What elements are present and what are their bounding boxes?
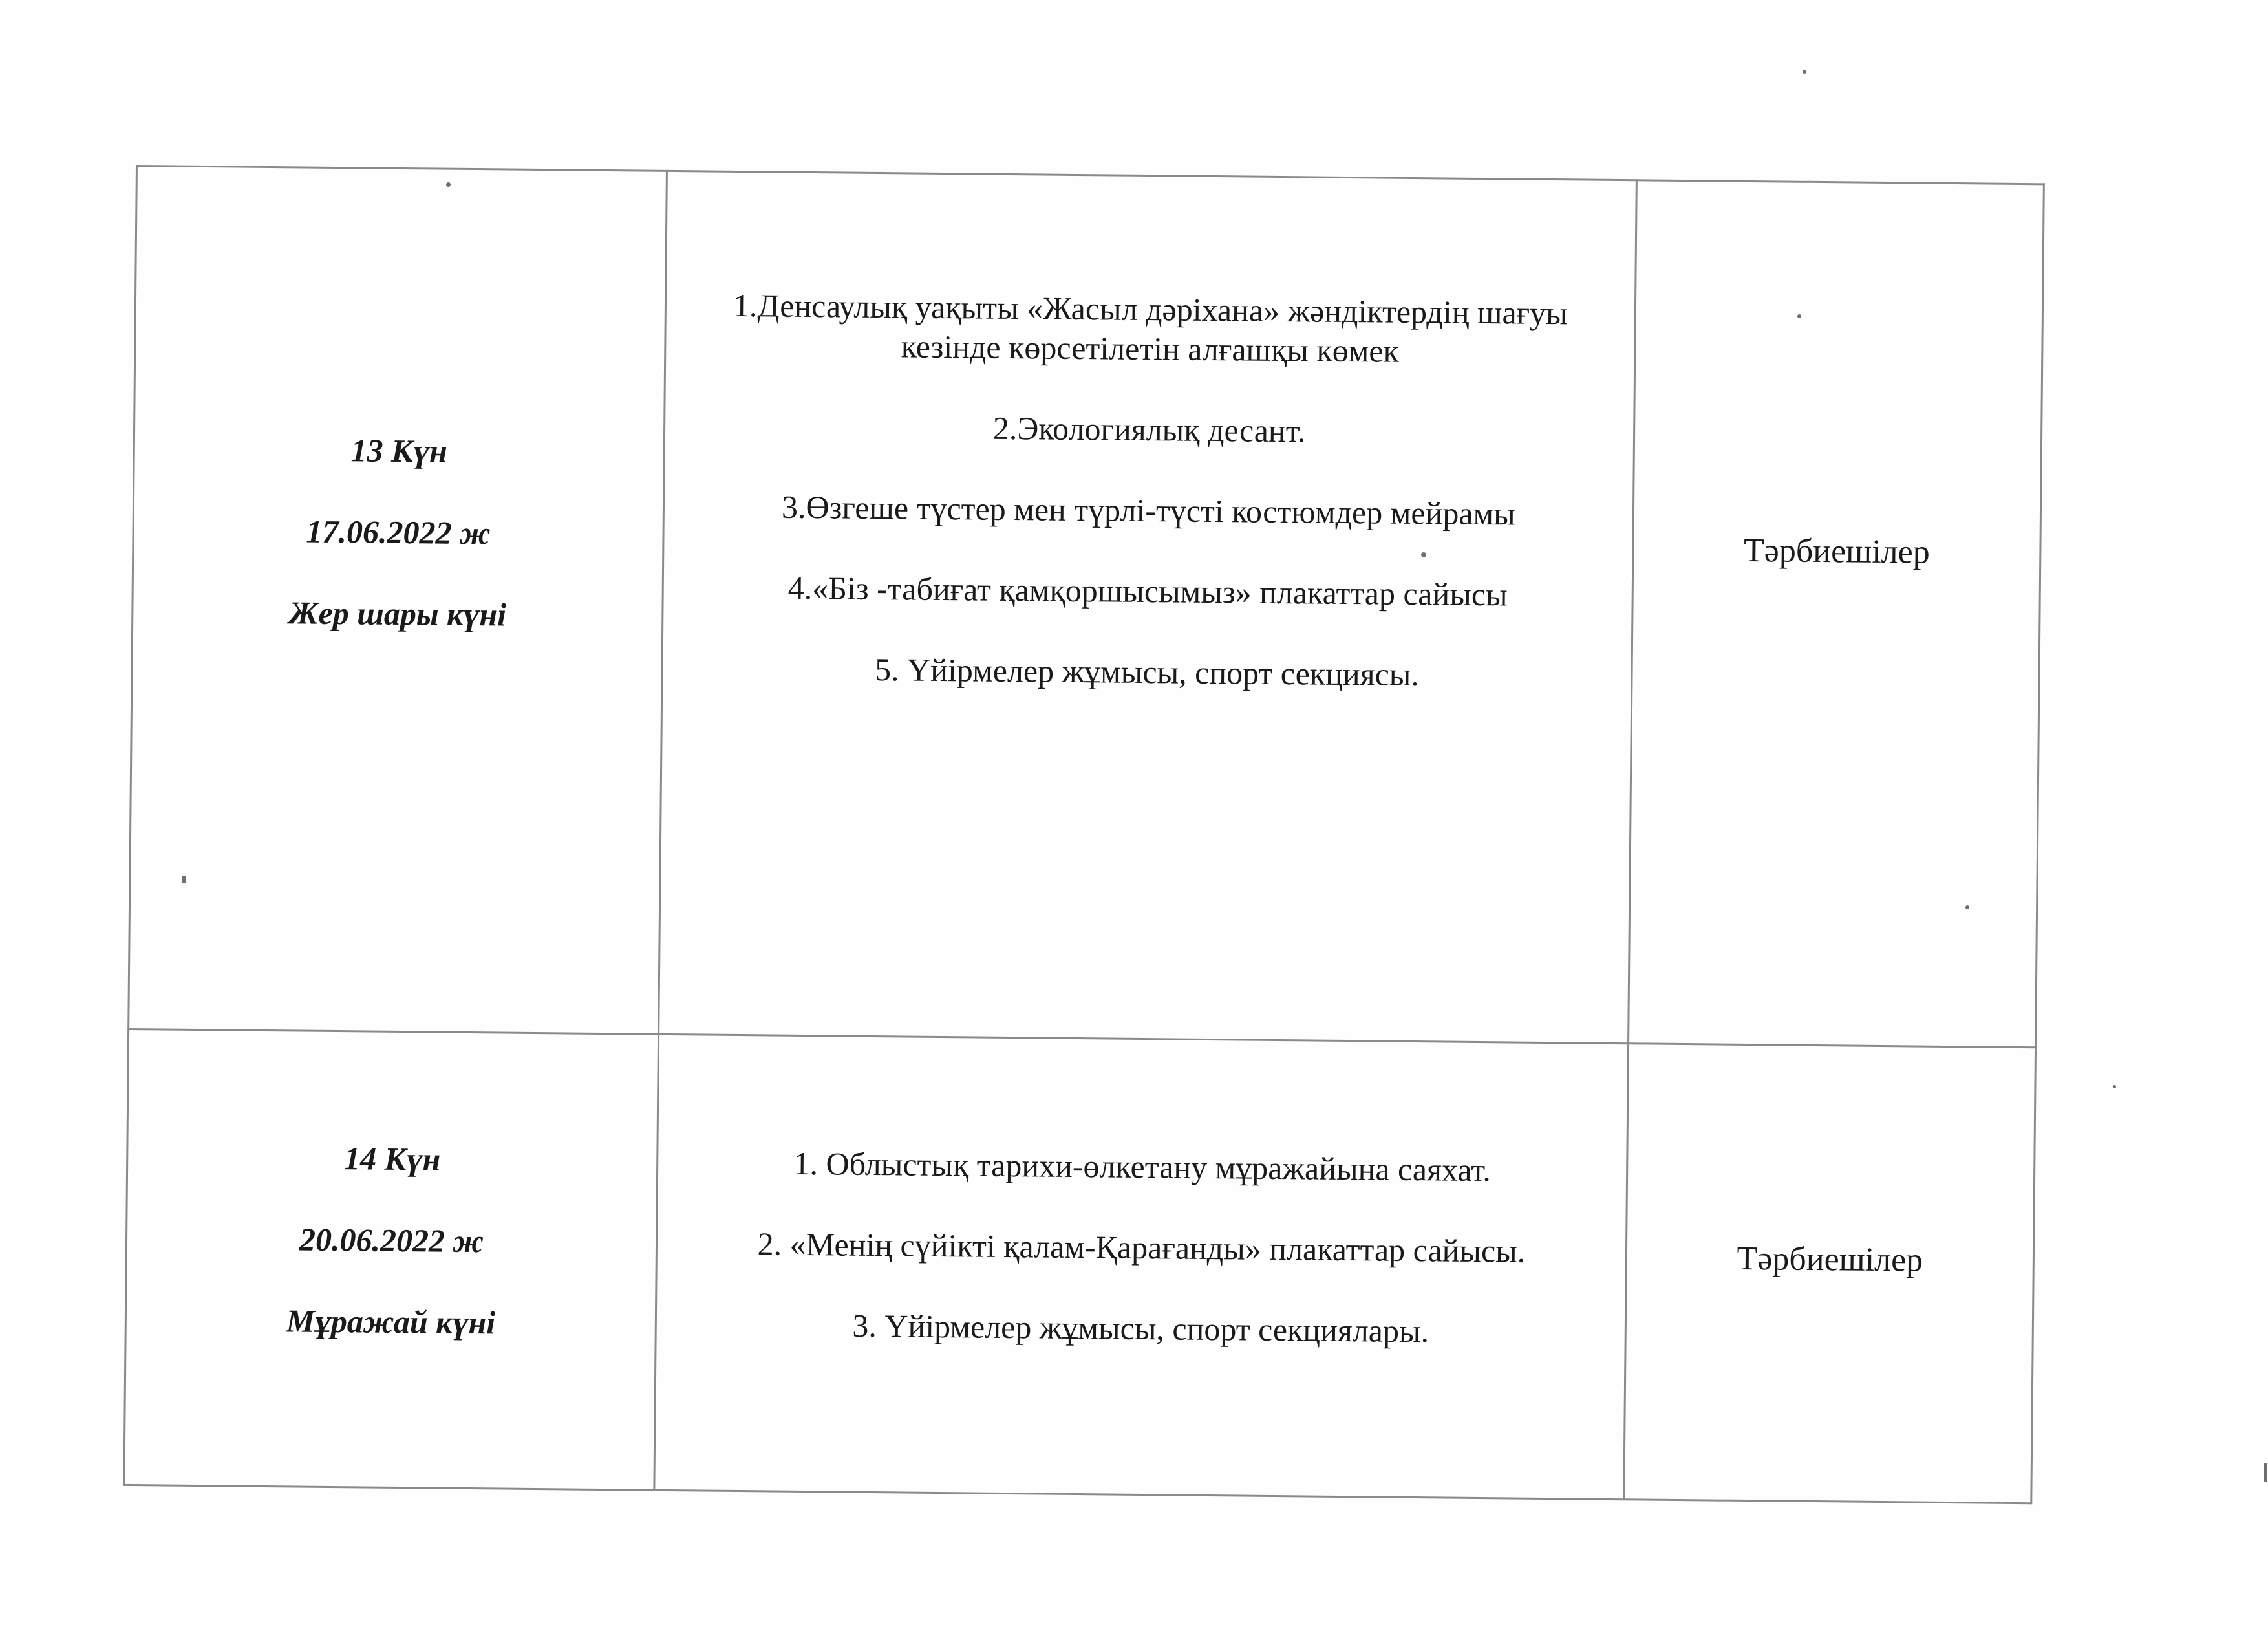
day-number: 13 Күн bbox=[350, 432, 448, 469]
day-theme: Мұражай күні bbox=[286, 1302, 496, 1341]
day-date: 20.06.2022 ж bbox=[299, 1221, 484, 1260]
scan-speck bbox=[2113, 1085, 2116, 1088]
activity-item: 2.Экологиялық десант. bbox=[992, 409, 1306, 449]
scan-speck bbox=[1803, 70, 1806, 74]
responsible-cell: Тәрбиешілер bbox=[1629, 180, 2044, 1048]
activities-cell bbox=[654, 1034, 1629, 1499]
scan-speck bbox=[446, 182, 451, 187]
scan-speck bbox=[182, 876, 186, 883]
activity-item: 1.Денсаулық уақыты «Жасыл дәріхана» жәндіктердің шағуы кезінде көрсетілетін алғашқы көмек bbox=[733, 286, 1568, 369]
activity-item: 3.Өзгеше түстер мен түрлі-түсті костюмдер мейрамы bbox=[781, 488, 1516, 532]
activity-item: 2. «Менің сүйікті қалам-Қарағанды» плакаттар сайысы. bbox=[757, 1225, 1526, 1269]
day-cell bbox=[124, 1029, 659, 1490]
activity-item: 3. Үйірмелер жұмысы, спорт секциялары. bbox=[852, 1307, 1429, 1349]
schedule-table bbox=[123, 165, 2044, 1504]
scan-speck bbox=[2264, 1463, 2267, 1482]
activities-cell bbox=[659, 171, 1637, 1043]
day-date: 17.06.2022 ж bbox=[306, 513, 491, 552]
day-number: 14 Күн bbox=[343, 1140, 441, 1178]
scan-speck bbox=[1421, 552, 1426, 557]
activity-item: 4.«Біз -табиғат қамқоршысымыз» плакаттар сайысы bbox=[787, 569, 1508, 613]
day-theme: Жер шары күні bbox=[288, 594, 507, 633]
responsible-cell: Тәрбиешілер bbox=[1624, 1044, 2036, 1503]
scan-speck bbox=[1965, 905, 1969, 909]
scan-speck bbox=[1797, 314, 1801, 318]
activity-item: 5. Үйірмелер жұмысы, спорт секциясы. bbox=[874, 651, 1420, 693]
day-cell bbox=[129, 166, 667, 1035]
activity-item: 1. Облыстық тарихи-өлкетану мұражайына саяхат. bbox=[793, 1145, 1492, 1188]
table-row bbox=[129, 166, 2044, 1048]
table-row bbox=[124, 1029, 2036, 1503]
